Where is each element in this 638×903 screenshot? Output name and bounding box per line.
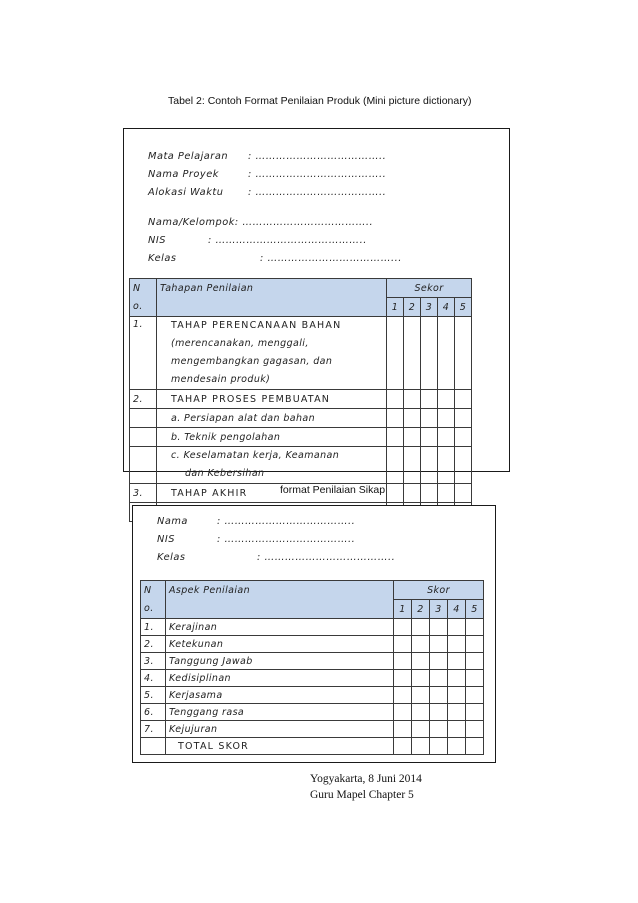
field-nama: Nama : ……………………………….. [157, 516, 356, 527]
field-mata-pelajaran: Mata Pelajaran : ……………………………….. [148, 151, 387, 162]
col-no-header: N [130, 279, 157, 298]
score-col-3: 3 [430, 600, 448, 619]
field-nama-proyek: Nama Proyek : ……………………………….. [148, 169, 387, 180]
score-col-4: 4 [448, 600, 466, 619]
field-kelas: Kelas : ……………………………….. [157, 552, 396, 563]
col-tahapan-header: Tahapan Penilaian [157, 279, 387, 298]
table-row: c. Keselamatan kerja, Keamanan dan Kebersihan [130, 447, 472, 484]
field-kelas: Kelas : ………………………………... [148, 253, 402, 264]
table-row: b. Teknik pengolahan [130, 428, 472, 447]
field-alokasi-waktu: Alokasi Waktu : ……………………………….. [148, 187, 387, 198]
table-row: 6. Tenggang rasa [141, 704, 484, 721]
table-row: 2. Ketekunan [141, 636, 484, 653]
table-row: 2. TAHAP PROSES PEMBUATAN [130, 390, 472, 409]
total-row [141, 738, 484, 755]
footer-role: Guru Mapel Chapter 5 [310, 789, 414, 801]
table-row: 4. Kedisiplinan [141, 670, 484, 687]
col-sekor-header: Sekor [387, 279, 472, 298]
table-row: 7. Kejujuran [141, 721, 484, 738]
col-skor-header: Skor [394, 581, 484, 600]
attitude-caption: format Penilaian Sikap [280, 484, 386, 496]
table-row: a. Persiapan alat dan bahan [130, 409, 472, 428]
table-row: 1. TAHAP PERENCANAAN BAHAN (merencanakan, menggali, mengembangkan gagasan, dan mendesain produk) [130, 317, 472, 390]
table-row: 5. Kerjasama [141, 687, 484, 704]
col-no-header: N [141, 581, 166, 600]
table-header-row [141, 581, 484, 600]
score-col-5: 5 [466, 600, 484, 619]
score-col-4: 4 [438, 298, 455, 317]
field-nis: NIS : ……………………………….. [157, 534, 356, 545]
total-skor-label: TOTAL SKOR [166, 738, 394, 755]
table-score-header-row: o. 1 2 3 4 5 [130, 298, 472, 317]
table-row: 3. Tanggung Jawab [141, 653, 484, 670]
attitude-assessment-table [140, 580, 484, 755]
field-nis: NIS : …………………………………….. [148, 235, 367, 246]
field-nama-kelompok: Nama/Kelompok: ……………………………….. [148, 217, 374, 228]
table-row: 1. Kerajinan [141, 619, 484, 636]
table-caption: Tabel 2: Contoh Format Penilaian Produk (Mini picture dictionary) [168, 95, 472, 107]
score-col-3: 3 [421, 298, 438, 317]
table-score-header-row: o. 1 2 3 4 5 [141, 600, 484, 619]
score-col-5: 5 [455, 298, 472, 317]
footer-place-date: Yogyakarta, 8 Juni 2014 [310, 773, 422, 785]
score-col-1: 1 [387, 298, 404, 317]
score-col-2: 2 [404, 298, 421, 317]
col-aspek-header: Aspek Penilaian [166, 581, 394, 600]
score-col-1: 1 [394, 600, 412, 619]
table-header-row [130, 279, 472, 298]
score-col-2: 2 [412, 600, 430, 619]
table-row: 3. TAHAP AKHIR [130, 484, 472, 503]
